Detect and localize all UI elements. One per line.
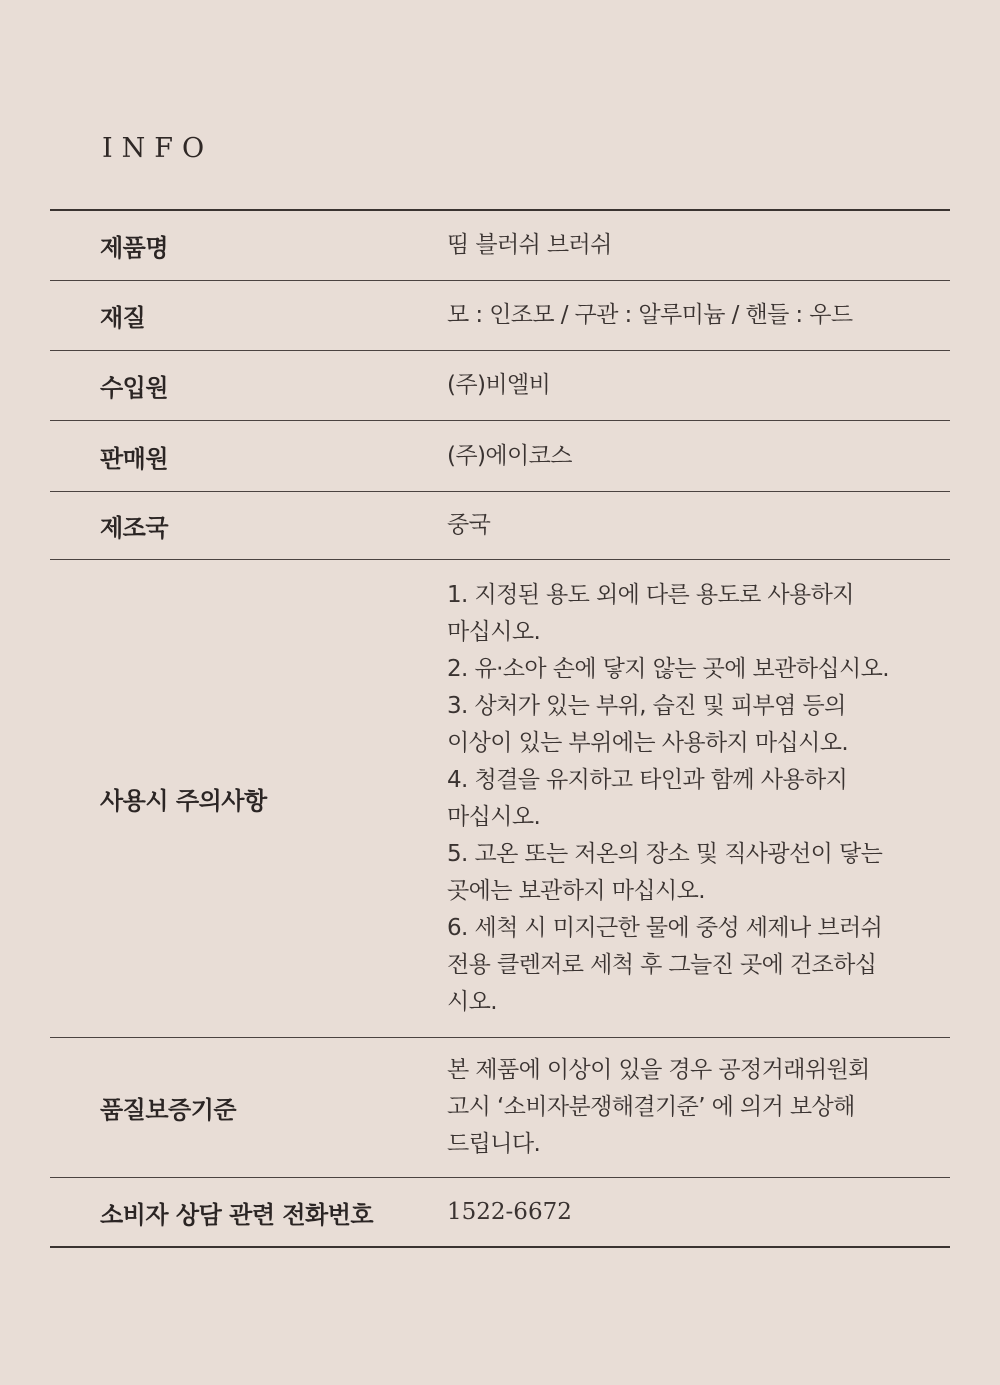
row-value: (주)에이코스 <box>447 442 572 469</box>
table-row <box>50 420 950 491</box>
row-value: 모 : 인조모 / 구관 : 알루미늄 / 핸들 : 우드 <box>447 302 853 328</box>
row-label: 재질 <box>100 304 146 332</box>
row-value: (주)비엘비 <box>447 372 551 398</box>
row-label: 제조국 <box>100 514 169 542</box>
table-row <box>50 491 950 559</box>
table-row <box>50 1177 950 1246</box>
phone-number: 1522-6672 <box>447 1198 572 1225</box>
row-value: 띰 블러쉬 브러쉬 <box>447 232 612 258</box>
section-title: INFO <box>102 133 214 164</box>
row-label: 제품명 <box>100 234 169 262</box>
row-label: 품질보증기준 <box>100 1096 237 1124</box>
table-row <box>50 1037 950 1177</box>
row-value: 중국 <box>447 512 491 538</box>
row-label: 소비자 상담 관련 전화번호 <box>100 1200 374 1229</box>
row-label: 수입원 <box>100 374 169 402</box>
product-info-table <box>50 209 950 1248</box>
row-label: 사용시 주의사항 <box>100 787 267 815</box>
table-row <box>50 280 950 350</box>
table-row <box>50 559 950 1037</box>
table-row <box>50 211 950 280</box>
row-label: 판매원 <box>100 444 169 473</box>
row-value: 본 제품에 이상이 있을 경우 공정거래위원회 고시 ‘소비자분쟁해결기준’ 에 의거 보상해 드립니다. <box>447 1057 870 1157</box>
table-row <box>50 350 950 420</box>
row-value: 1. 지정된 용도 외에 다른 용도로 사용하지 마십시오. 2. 유·소아 손에 닿지 않는 곳에 보관하십시오. 3. 상처가 있는 부위, 습진 및 피부염 등의 이상이 있는 부위에는 사용하지 마십시오. 4. 청결을 유지하고 타인과 함께 사용하지 마십시오. 5. 고온 또는 저온의 장소 및 직사광선이 닿는 곳에는 보관하지 마십시오. 6. 세척 시 미지근한 물에 중성 세제나 브러쉬 전용 클렌저로 세척 후 그늘진 곳에 건조하십 시오. <box>447 581 889 1015</box>
